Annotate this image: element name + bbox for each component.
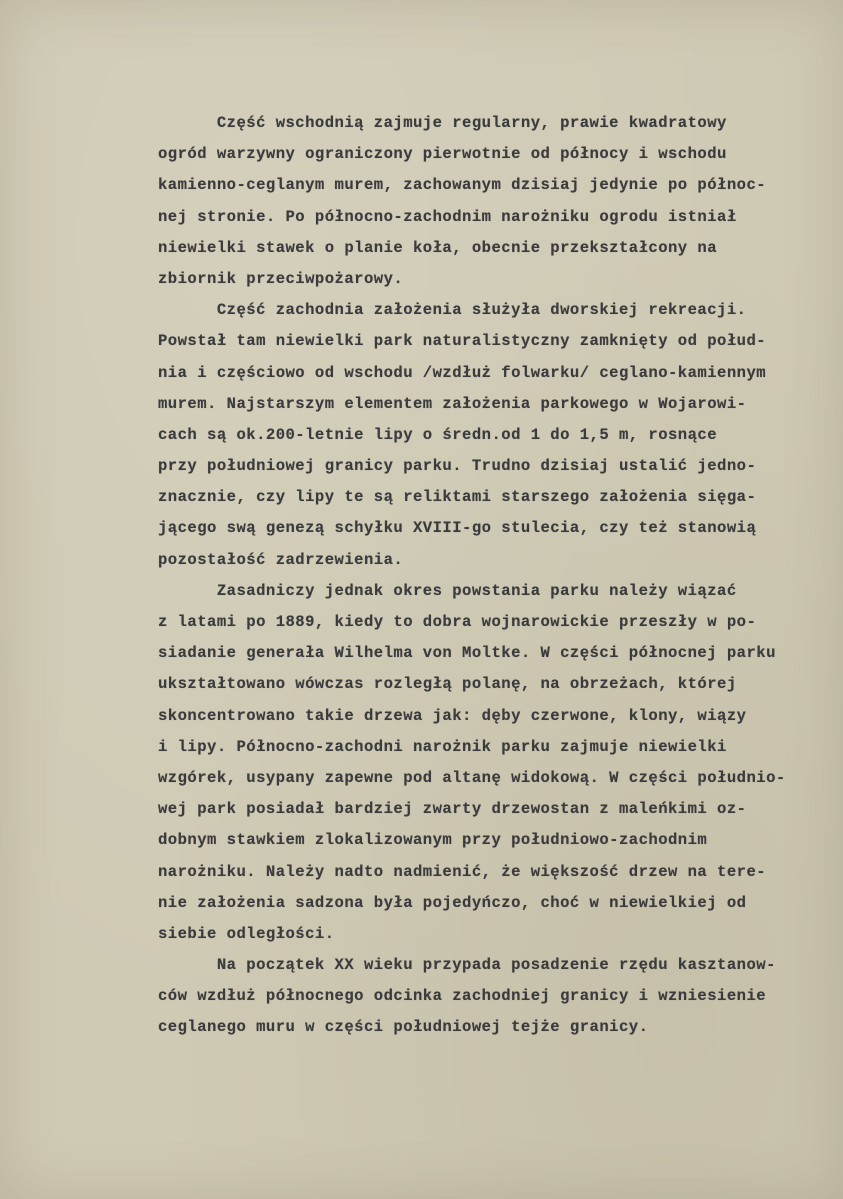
text-line: narożniku. Należy nadto nadmienić, że większość drzew na tere- <box>158 862 767 881</box>
text-line: kamienno-ceglanym murem, zachowanym dzisiaj jedynie po północ- <box>158 176 767 195</box>
text-line: Zasadniczy jednak okres powstania parku należy wiązać <box>158 581 737 600</box>
text-line: znacznie, czy lipy te są reliktami starszego założenia sięga- <box>158 488 757 507</box>
text-line: Powstał tam niewielki park naturalistyczny zamknięty od połud- <box>158 332 767 351</box>
text-line: Część wschodnią zajmuje regularny, prawie kwadratowy <box>158 114 727 132</box>
text-line: nia i częściowo od wschodu /wzdłuż folwarku/ ceglano-kamiennym <box>158 363 767 382</box>
text-line: nej stronie. Po północno-zachodnim narożniku ogrodu istniał <box>158 207 737 226</box>
text-line: zbiornik przeciwpożarowy. <box>158 269 404 288</box>
text-line: dobnym stawkiem zlokalizowanym przy południowo-zachodnim <box>158 831 708 850</box>
text-line: jącego swą genezą schyłku XVIII-go stulecia, czy też stanowią <box>158 519 757 538</box>
text-line: z latami po 1889, kiedy to dobra wojnarowickie przeszły w po- <box>158 613 757 631</box>
text-line: i lipy. Północno-zachodni narożnik parku zajmuje niewielki <box>158 737 727 756</box>
text-line: ceglanego muru w części południowej tejże granicy. <box>158 1018 649 1037</box>
text-line: wej park posiadał bardziej zwarty drzewostan z maleńkimi oz- <box>158 800 747 819</box>
paragraph <box>158 576 828 950</box>
text-line: siebie odległości. <box>158 924 335 943</box>
text-line: ukształtowano wówczas rozległą polanę, na obrzeżach, której <box>158 675 737 694</box>
text-line: pozostałość zadrzewienia. <box>158 550 404 569</box>
text-line: skoncentrowano takie drzewa jak: dęby czerwone, klony, wiązy <box>158 706 747 725</box>
text-line: nie założenia sadzona była pojedyńczo, choć w niewielkiej od <box>158 893 747 912</box>
text-line: wzgórek, usypany zapewne pod altanę widokową. W części południo- <box>158 768 786 787</box>
text-line: ogród warzywny ograniczony pierwotnie od północy i wschodu <box>158 145 727 164</box>
text-line: niewielki stawek o planie koła, obecnie przekształcony na <box>158 238 718 257</box>
text-line: Na początek XX wieku przypada posadzenie rzędu kasztanow- <box>158 956 776 975</box>
text-line: cach są ok.200-letnie lipy o średn.od 1 do 1,5 m, rosnące <box>158 425 718 444</box>
text-line: przy południowej granicy parku. Trudno dzisiaj ustalić jedno- <box>158 457 757 476</box>
text-line: Część zachodnia założenia służyła dworskiej rekreacji. <box>158 301 747 320</box>
text-line: ców wzdłuż północnego odcinka zachodniej granicy i wzniesienie <box>158 987 767 1006</box>
paragraph <box>158 108 828 295</box>
document-body <box>158 108 828 1044</box>
text-line: murem. Najstarszym elementem założenia parkowego w Wojarowi- <box>158 394 747 413</box>
paragraph <box>158 950 828 1044</box>
text-line: siadanie generała Wilhelma von Moltke. W części północnej parku <box>158 644 776 663</box>
paragraph <box>158 295 828 576</box>
